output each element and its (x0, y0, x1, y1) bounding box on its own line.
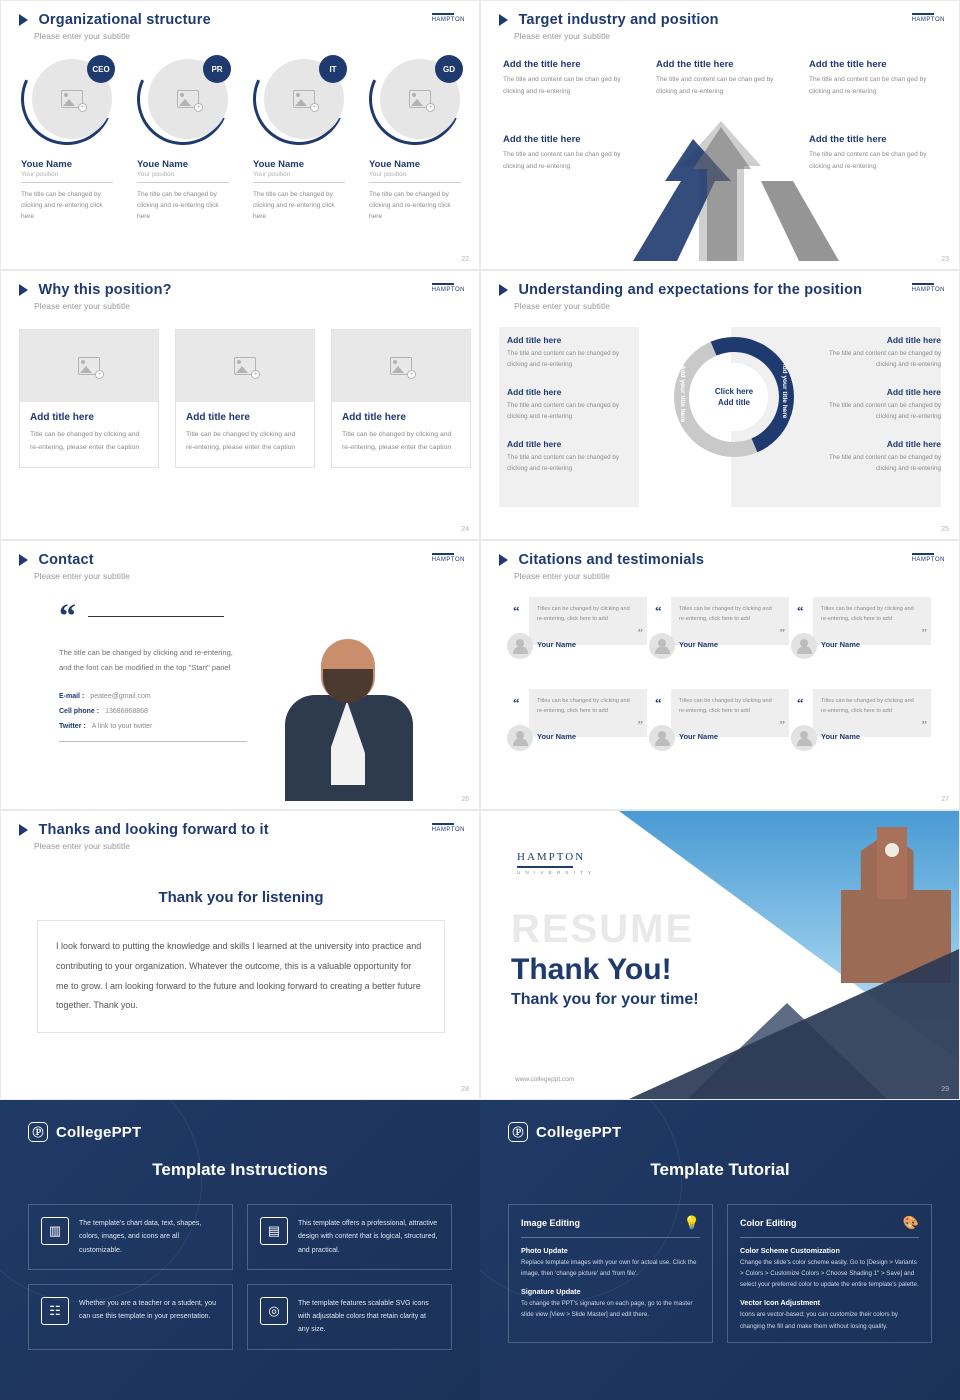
hampton-logo: HAMPTON (432, 553, 465, 564)
testimonial-text: Titles can be changed by clicking and re-entering, click here to add (821, 698, 914, 715)
collegeppt-mark-icon: Ⓟ (28, 1122, 48, 1142)
slide-header (499, 281, 862, 311)
testimonial-text: Titles can be changed by clicking and re-entering, click here to add (679, 698, 772, 715)
triangle-icon (19, 554, 28, 566)
section-body: To change the PPT's signature on each page, go to the master slide view [View > Slide Master] and edit there. (521, 1300, 693, 1319)
hampton-logo: HAMPTON (912, 13, 945, 24)
divider (88, 616, 224, 617)
testimonial-name: Your Name (821, 640, 861, 649)
org-name: Youe Name (369, 159, 421, 170)
org-avatar (369, 53, 461, 145)
page-title: Target industry and position (518, 11, 719, 28)
slide-citations-testimonials[interactable] (480, 540, 960, 810)
org-position: Your position (369, 171, 407, 178)
org-person[interactable] (137, 53, 231, 222)
column-label: Color Editing (740, 1218, 797, 1228)
quote-open-icon: “ (655, 603, 662, 618)
contact-phone[interactable] (59, 708, 148, 715)
testimonial-card[interactable] (791, 597, 931, 667)
instruction-text: The template features scalable SVG icons with adjustable colors that retain clarity at any size. (298, 1299, 429, 1334)
org-name: Youe Name (21, 159, 73, 170)
section-title: Color Scheme Customization (740, 1246, 840, 1255)
card-desc: Title can be changed by clicking and re-entering, please enter the caption (342, 431, 452, 451)
card-desc: Title can be changed by clicking and re-entering, please enter the caption (186, 431, 296, 451)
layers-icon: ▤ (260, 1217, 288, 1245)
triangle-icon (499, 14, 508, 26)
contact-email[interactable] (59, 693, 151, 700)
palette-icon: 🎨 (902, 1215, 919, 1230)
testimonial-name: Your Name (679, 640, 719, 649)
instruction-cell (28, 1284, 233, 1350)
divider (137, 182, 229, 183)
hampton-logo: HAMPTON (912, 283, 945, 294)
thankyou-subtitle: Thank you for your time! (511, 991, 699, 1008)
expectation-item[interactable] (815, 335, 941, 371)
info-card[interactable] (175, 329, 315, 468)
slide-cover-thankyou[interactable] (480, 810, 960, 1100)
website-url: www.collegeppt.com (515, 1076, 575, 1083)
target-item[interactable] (503, 134, 635, 172)
info-card[interactable] (331, 329, 471, 468)
hampton-logo (517, 851, 593, 875)
item-desc: The title and content can be changed by clicking and re-entering (828, 402, 941, 421)
page-subtitle: Please enter your subtitle (514, 31, 610, 41)
item-title: Add title here (507, 439, 562, 449)
testimonial-card[interactable] (791, 689, 931, 759)
thanks-body: I look forward to putting the knowledge and skills I learned at the university into practice and contributing to your organization. Whatever the outcome, this is a valuable opportunity for me to grow. I am looking forward to the future and looking forward to creating a better future together. Thank you. (37, 920, 445, 1033)
teacher-icon: ☷ (41, 1297, 69, 1325)
page-subtitle: Please enter your subtitle (34, 31, 130, 41)
page-number: 29 (941, 1086, 949, 1093)
quote-open-icon: “ (797, 603, 804, 618)
org-person[interactable] (21, 53, 115, 222)
banner-title: Template Tutorial (650, 1160, 790, 1179)
card-image[interactable] (176, 330, 314, 402)
arrow-diagram (611, 121, 841, 261)
quote-close-icon: ” (779, 627, 785, 639)
slide-thanks[interactable] (0, 810, 480, 1100)
instruction-grid (28, 1204, 452, 1350)
section-body: Change the slide's color scheme easily. Go to [Design > Variants > Colors > Customize Colors > Choose Shading 1" > Save] and select your preferred color to update the entire template's palette. (740, 1259, 919, 1289)
page-subtitle: Please enter your subtitle (34, 571, 130, 581)
quote-close-icon: ” (637, 719, 643, 731)
section-body: Icons are vector-based; you can customize their colors by changing the fill and make them without losing quality. (740, 1311, 898, 1330)
item-title: Add the title here (656, 59, 734, 70)
divider (59, 741, 247, 742)
item-desc: The title and content can be chan ged by clicking and re-entering (656, 76, 774, 95)
page-number: 25 (941, 526, 949, 533)
phone-value: 13686868868 (105, 708, 148, 715)
item-desc: The title and content can be chan ged by clicking and re-entering (503, 76, 621, 95)
tutorial-column-color-editing (727, 1204, 932, 1343)
template-tutorial-banner (480, 1100, 960, 1400)
org-desc: The title can be changed by clicking and re-entering click here (137, 191, 219, 221)
item-title: Add the title here (503, 59, 581, 70)
triangle-icon (19, 284, 28, 296)
page-title: Citations and testimonials (518, 551, 705, 568)
page-subtitle: Please enter your subtitle (34, 841, 130, 851)
page-subtitle: Please enter your subtitle (514, 571, 610, 581)
org-avatar (253, 53, 345, 145)
divider (253, 182, 345, 183)
resume-watermark: RESUME (511, 907, 695, 951)
brand-name: CollegePPT (536, 1123, 622, 1141)
page-number: 28 (461, 1086, 469, 1093)
tutorial-column-image-editing (508, 1204, 713, 1343)
triangle-icon (19, 14, 28, 26)
quote-open-icon: “ (797, 695, 804, 710)
clock-tower (877, 827, 907, 899)
item-title: Add title here (507, 335, 562, 345)
image-placeholder-icon: + (234, 357, 256, 375)
card-title: Add title here (342, 412, 406, 423)
logo-name: HAMPTON (517, 851, 586, 863)
template-instructions-banner (0, 1100, 480, 1400)
card-title: Add title here (30, 412, 94, 423)
image-placeholder-icon: + (390, 357, 412, 375)
testimonial-card[interactable] (507, 689, 647, 759)
avatar (507, 725, 533, 751)
expectation-item[interactable] (815, 439, 941, 475)
center-line-2: Add title (718, 398, 750, 407)
roof-dark (629, 949, 959, 1099)
page-title: Organizational structure (38, 11, 211, 28)
brand-name: CollegePPT (56, 1123, 142, 1141)
slide-target-industry[interactable] (480, 0, 960, 270)
hampton-logo: HAMPTON (432, 823, 465, 834)
hampton-logo: HAMPTON (432, 283, 465, 294)
org-name: Youe Name (253, 159, 305, 170)
quote-close-icon: ” (779, 719, 785, 731)
triangle-icon (499, 284, 508, 296)
quote-icon: “ (59, 598, 76, 635)
org-position: Your position (253, 171, 291, 178)
column-label: Image Editing (521, 1218, 581, 1228)
item-desc: The title and content can be changed by clicking and re-entering (507, 454, 620, 473)
page-title: Thanks and looking forward to it (38, 821, 269, 838)
slide-why-this-position[interactable] (0, 270, 480, 540)
phone-label: Cell phone : (59, 708, 100, 715)
quote-open-icon: “ (513, 603, 520, 618)
target-item[interactable] (503, 59, 635, 97)
bulb-icon: 💡 (683, 1215, 700, 1230)
org-position: Your position (21, 171, 59, 178)
twitter-value: A link to your twitter (91, 723, 153, 730)
triangle-icon (19, 824, 28, 836)
quote-open-icon: “ (655, 695, 662, 710)
testimonial-card[interactable] (649, 597, 789, 667)
slide-header (19, 281, 172, 311)
instruction-text: The template's chart data, text, shapes, colors, images, and icons are all customizable. (79, 1220, 202, 1254)
org-people-row (21, 53, 463, 222)
slide-header (19, 11, 211, 41)
clock-icon (885, 843, 899, 857)
item-title: Add title here (886, 387, 941, 397)
org-person[interactable] (253, 53, 347, 222)
page-subtitle: Please enter your subtitle (514, 301, 610, 311)
avatar (791, 725, 817, 751)
tutorial-grid (508, 1204, 932, 1343)
testimonial-text: Titles can be changed by clicking and re-entering, click here to add (679, 606, 772, 623)
instruction-cell (247, 1284, 452, 1350)
page-number: 26 (461, 796, 469, 803)
slide-contact[interactable] (0, 540, 480, 810)
item-title: Add the title here (503, 134, 581, 145)
item-desc: The title and content can be changed by clicking and re-entering (828, 350, 941, 369)
item-title: Add title here (886, 439, 941, 449)
item-desc: The title and content can be chan ged by clicking and re-entering (809, 76, 927, 95)
quote-close-icon: ” (637, 627, 643, 639)
info-card[interactable] (19, 329, 159, 468)
vector-icon: ◎ (260, 1297, 288, 1325)
org-badge: PR (203, 55, 231, 83)
expectation-item[interactable] (507, 335, 633, 371)
testimonial-name: Your Name (537, 640, 577, 649)
org-badge: IT (319, 55, 347, 83)
section-title: Photo Update (521, 1246, 568, 1255)
testimonial-name: Your Name (821, 732, 861, 741)
testimonial-name: Your Name (537, 732, 577, 741)
twitter-label: Twitter : (59, 723, 86, 730)
quote-close-icon: ” (921, 719, 927, 731)
center-line-1: Click here (714, 386, 754, 396)
item-title: Add the title here (809, 134, 887, 145)
org-badge: GD (435, 55, 463, 83)
card-desc: Title can be changed by clicking and re-entering, please enter the caption (30, 431, 140, 451)
org-position: Your position (137, 171, 175, 178)
avatar (507, 633, 533, 659)
image-placeholder-icon: + (409, 90, 431, 108)
image-placeholder-icon: + (61, 90, 83, 108)
expectation-item[interactable] (507, 439, 633, 475)
org-badge: CEO (87, 55, 115, 83)
email-value: peatee@gmail.com (90, 693, 151, 700)
testimonial-card[interactable] (507, 597, 647, 667)
card-image[interactable] (20, 330, 158, 402)
ring-label-right: Add your title here (781, 361, 788, 419)
page-title: Contact (38, 551, 94, 568)
image-placeholder-icon: + (78, 357, 100, 375)
hampton-logo: HAMPTON (432, 13, 465, 24)
slide-header (19, 821, 269, 851)
avatar (791, 633, 817, 659)
org-desc: The title can be changed by clicking and re-entering click here (369, 191, 451, 221)
testimonial-name: Your Name (679, 732, 719, 741)
item-desc: The title and content can be changed by clicking and re-entering (828, 454, 941, 473)
card-row (19, 329, 471, 468)
target-item[interactable] (656, 59, 788, 97)
target-item[interactable] (809, 59, 941, 97)
book-icon: ▥ (41, 1217, 69, 1245)
image-placeholder-icon: + (293, 90, 315, 108)
circular-diagram (674, 337, 794, 457)
org-avatar (137, 53, 229, 145)
instruction-cell (28, 1204, 233, 1270)
page-number: 23 (941, 256, 949, 263)
page-number: 22 (461, 256, 469, 263)
item-title: Add the title here (809, 59, 887, 70)
hampton-logo: HAMPTON (912, 553, 945, 564)
org-desc: The title can be changed by clicking and re-entering click here (21, 191, 103, 221)
collegeppt-mark-icon: Ⓟ (508, 1122, 528, 1142)
org-name: Youe Name (137, 159, 189, 170)
expectation-item[interactable] (815, 387, 941, 423)
item-desc: The title and content can be changed by clicking and re-entering (507, 350, 620, 369)
item-desc: The title and content can be chan ged by clicking and re-entering (503, 151, 621, 170)
portrait-photo (267, 639, 427, 799)
avatar (649, 725, 675, 751)
brand-logo (28, 1122, 141, 1142)
contact-paragraph: The title can be changed by clicking and re-entering, and the font can be modified in the top "Start" panel (59, 648, 233, 672)
item-desc: The title and content can be chan ged by clicking and re-entering (809, 151, 927, 170)
quote-open-icon: “ (513, 695, 520, 710)
thanks-heading: Thank you for listening (158, 889, 324, 906)
thankyou-heading: Thank You! (511, 953, 672, 986)
banner-title: Template Instructions (152, 1160, 328, 1179)
brand-logo (508, 1122, 621, 1142)
slide-header (499, 551, 704, 581)
org-avatar (21, 53, 113, 145)
page-title: Understanding and expectations for the position (518, 281, 863, 298)
section-body: Replace template images with your own for actual use. Click the image, then 'change picture' and 'from file'. (521, 1259, 697, 1278)
instruction-text: Whether you are a teacher or a student, you can use this template in your presentation. (79, 1299, 216, 1321)
slide-header (19, 551, 130, 581)
item-title: Add title here (507, 387, 562, 397)
slide-header (499, 11, 719, 41)
section-title: Signature Update (521, 1287, 581, 1297)
item-title: Add title here (886, 335, 941, 345)
page-title: Why this position? (38, 281, 172, 298)
instruction-text: This template offers a professional, attractive design with content that is logical, structured, and practical. (298, 1220, 438, 1254)
slide-understanding-expectations[interactable] (480, 270, 960, 540)
page-number: 27 (941, 796, 949, 803)
diagram-center[interactable] (700, 363, 768, 431)
testimonial-text: Titles can be changed by clicking and re-entering, click here to add (537, 606, 630, 623)
item-desc: The title and content can be changed by clicking and re-entering (507, 402, 620, 421)
testimonial-text: Titles can be changed by clicking and re-entering, click here to add (537, 698, 630, 715)
page-number: 24 (461, 526, 469, 533)
divider (369, 182, 461, 183)
triangle-icon (499, 554, 508, 566)
divider (21, 182, 113, 183)
card-title: Add title here (186, 412, 250, 423)
ring-label-left: Add your title here (679, 365, 686, 423)
org-desc: The title can be changed by clicking and re-entering click here (253, 191, 335, 221)
image-placeholder-icon: + (177, 90, 199, 108)
quote-close-icon: ” (921, 627, 927, 639)
expectation-item[interactable] (507, 387, 633, 423)
org-person[interactable] (369, 53, 463, 222)
page-subtitle: Please enter your subtitle (34, 301, 130, 311)
email-label: E-mail : (59, 693, 85, 700)
thanks-block (37, 889, 445, 1033)
logo-sub: U N I V E R S I T Y (517, 870, 594, 875)
quote-row (59, 598, 224, 635)
target-item[interactable] (809, 134, 941, 172)
contact-twitter[interactable] (59, 723, 152, 730)
card-image[interactable] (332, 330, 470, 402)
slide-organizational-structure[interactable] (0, 0, 480, 270)
instruction-cell (247, 1204, 452, 1270)
avatar (649, 633, 675, 659)
testimonial-text: Titles can be changed by clicking and re-entering, click here to add (821, 606, 914, 623)
section-title: Vector Icon Adjustment (740, 1298, 821, 1308)
testimonial-card[interactable] (649, 689, 789, 759)
